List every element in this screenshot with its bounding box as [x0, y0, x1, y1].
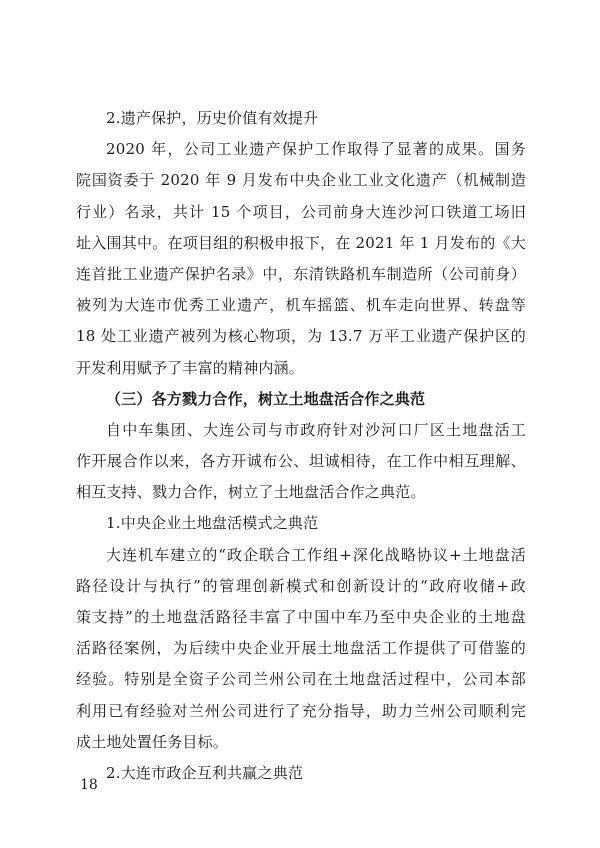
paragraph-line: 2020 年，公司工业遗产保护工作取得了显著的成果。国务: [106, 140, 526, 159]
item-heading: 1.中央企业土地盘活模式之典范: [106, 514, 319, 533]
paragraph-line: 路径设计与执行”的管理创新模式和创新设计的“政府收储+政: [76, 576, 526, 595]
paragraph-line: 作开展合作以来，各方开诚布公、坦诚相待，在工作中相互理解、: [76, 452, 526, 471]
section-heading: 2.遗产保护，历史价值有效提升: [106, 109, 319, 127]
paragraph-line: 开发利用赋予了丰富的精神内涵。: [76, 358, 305, 377]
paragraph-line: 策支持”的土地盘活路径丰富了中国中车乃至中央企业的土地盘: [76, 608, 526, 626]
paragraph-line: 被列为大连市优秀工业遗产，机车摇篮、机车走向世界、转盘等: [76, 296, 526, 315]
paragraph-line: 行业）名录，共计 15 个项目，公司前身大连沙河口铁道工场旧: [76, 202, 526, 221]
paragraph-line: 址入围其中。在项目组的积极申报下，在 2021 年 1 月发布的《大: [76, 233, 526, 252]
paragraph-line: 利用已有经验对兰州公司进行了充分指导，助力兰州公司顺利完: [76, 701, 526, 720]
paragraph-line: 活路径案例，为后续中央企业开展土地盘活工作提供了可借鉴的: [76, 639, 526, 658]
paragraph-line: 院国资委于 2020 年 9 月发布中央企业工业文化遗产（机械制造: [76, 171, 526, 190]
item-heading: 2.大连市政企互利共赢之典范: [106, 763, 304, 782]
paragraph-line: 成土地处置任务目标。: [76, 732, 229, 751]
paragraph-line: 连首批工业遗产保护名录》中，东清铁路机车制造所（公司前身）: [76, 264, 526, 283]
paragraph-line: 相互支持、戮力合作，树立了土地盘活合作之典范。: [76, 483, 426, 502]
paragraph-line: 大连机车建立的“政企联合工作组+深化战略协议+土地盘活: [106, 545, 526, 564]
paragraph-line: 自中车集团、大连公司与市政府针对沙河口厂区土地盘活工: [106, 420, 526, 439]
paragraph-line: 经验。特别是全资子公司兰州公司在土地盘活过程中，公司本部: [76, 670, 526, 689]
paragraph-line: 18 处工业遗产被列为核心物项，为 13.7 万平工业遗产保护区的: [76, 327, 526, 346]
document-body: [76, 103, 526, 789]
page-number: 18: [80, 777, 98, 793]
subsection-heading: （三）各方戮力合作，树立土地盘活合作之典范: [106, 389, 426, 408]
